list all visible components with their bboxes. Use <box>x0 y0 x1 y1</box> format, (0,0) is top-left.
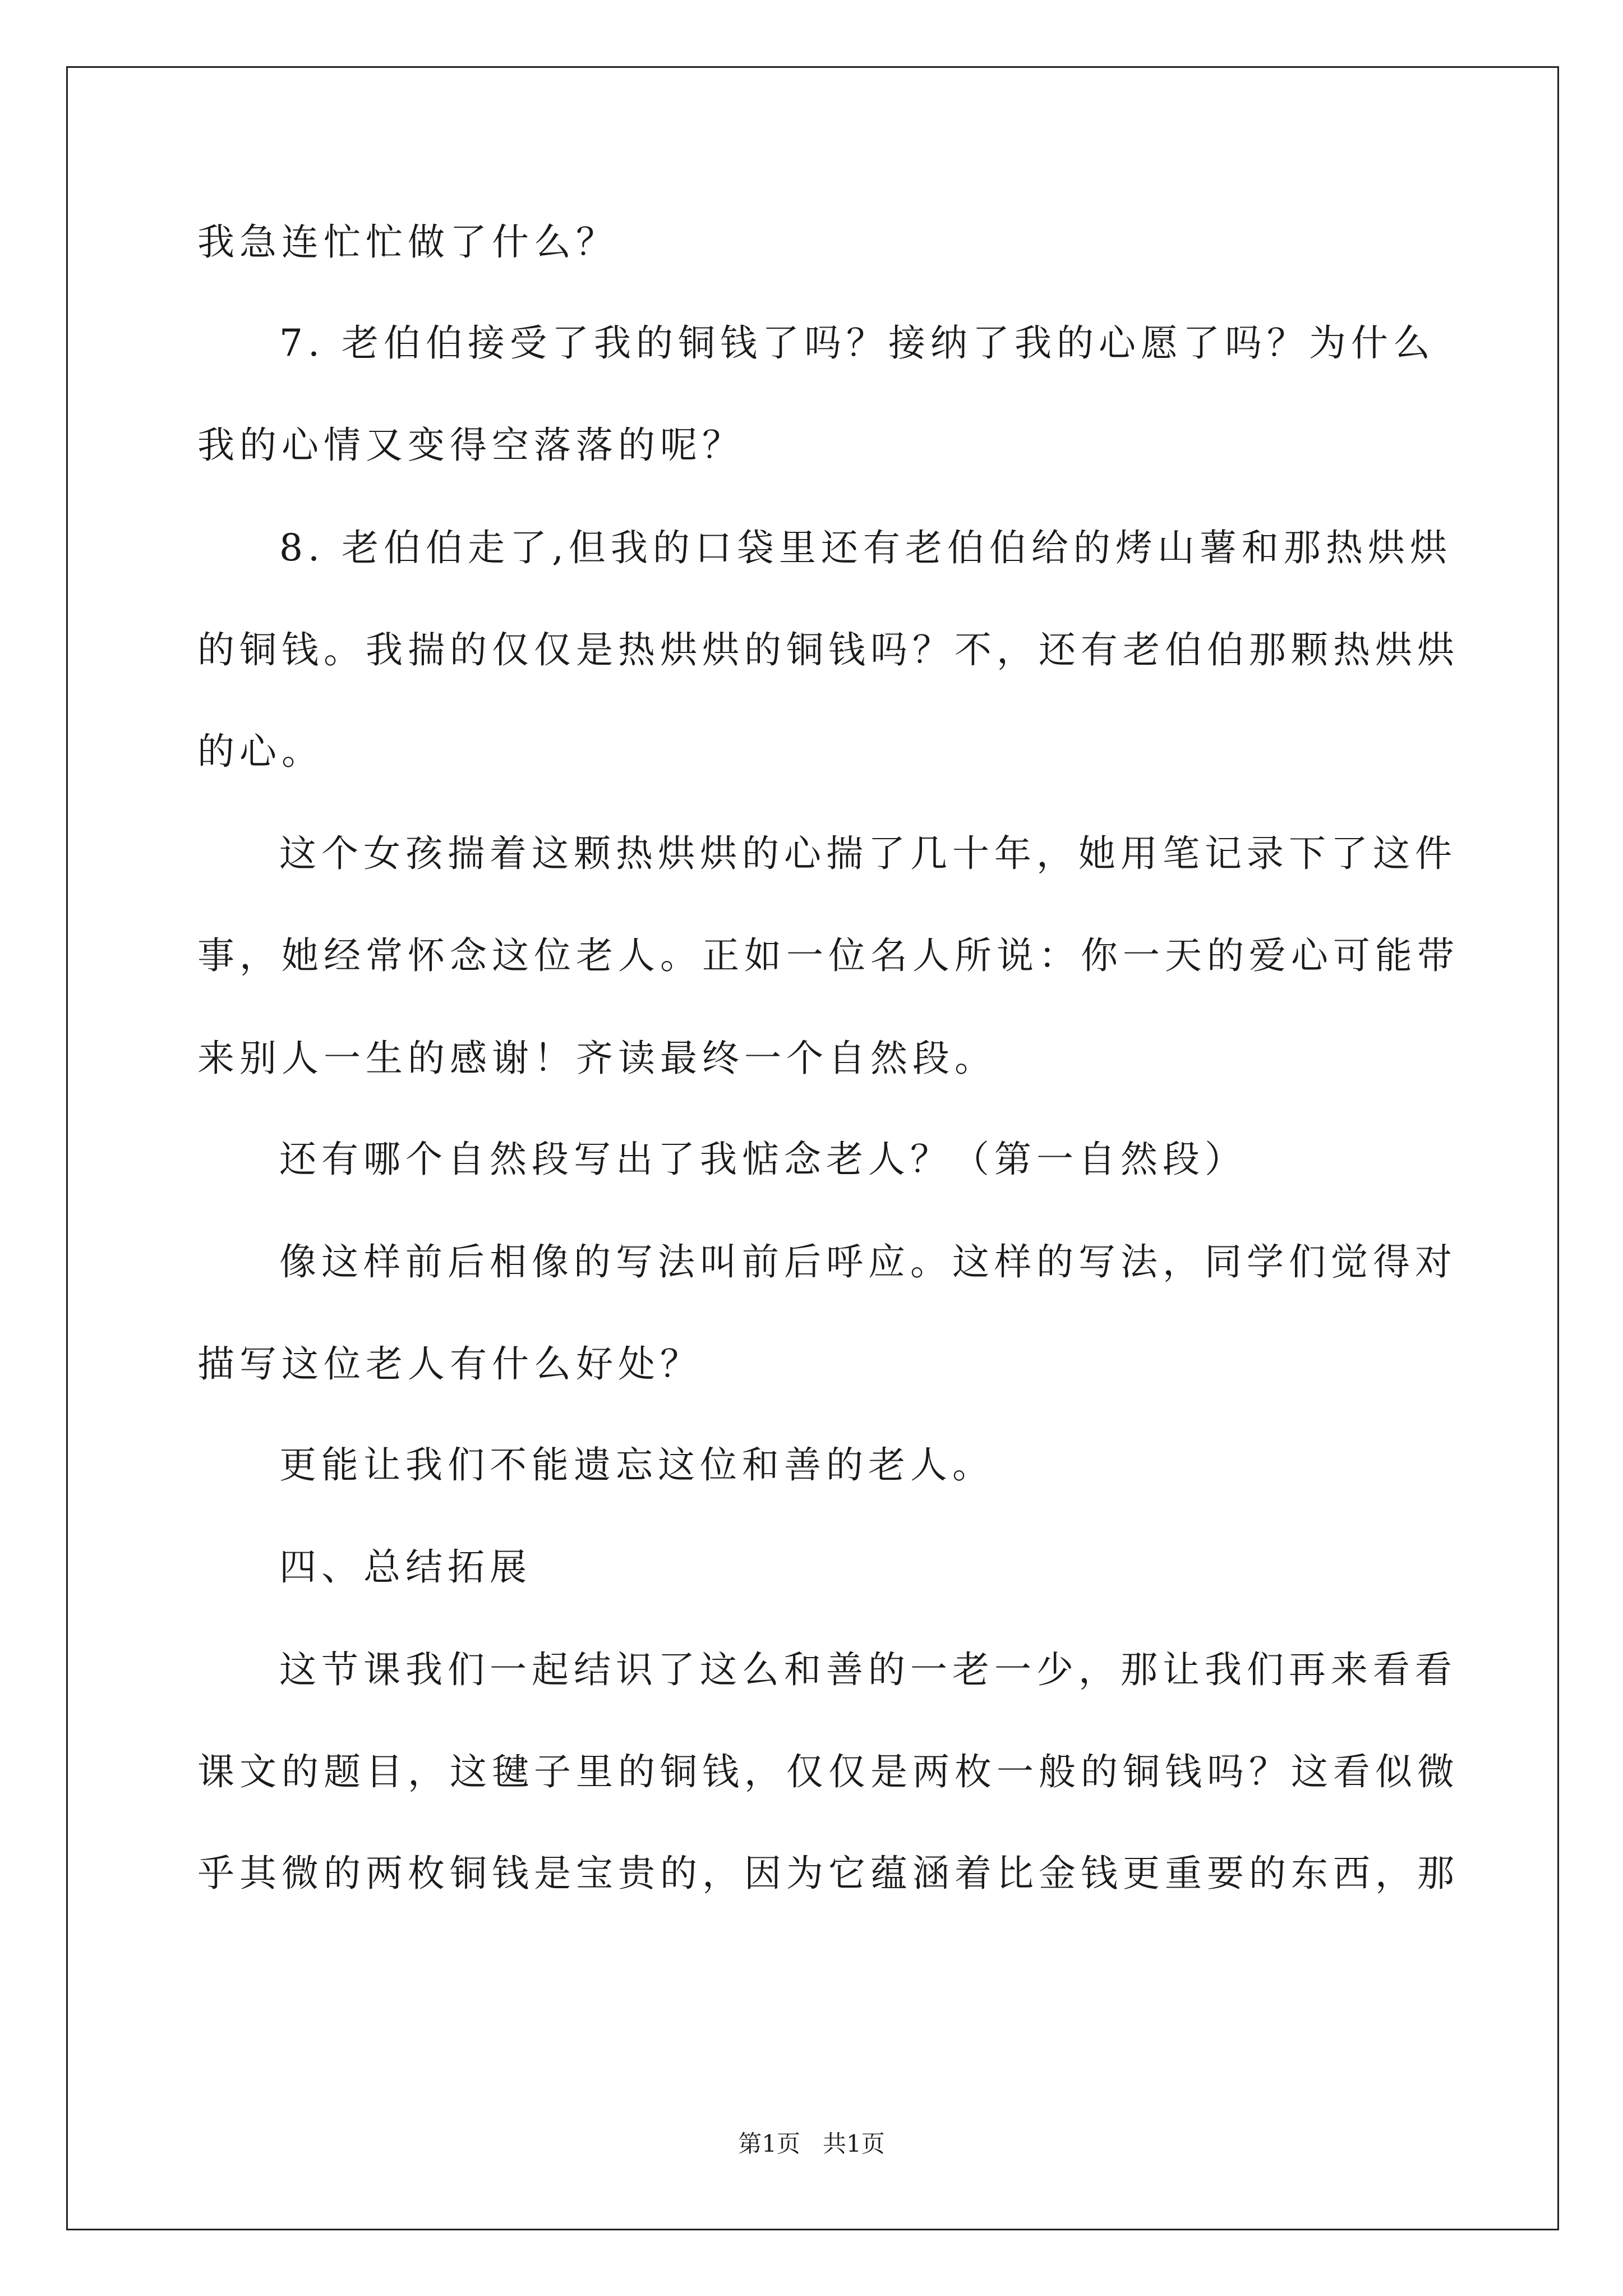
text-line: 课文的题目，这毽子里的铜钱，仅仅是两枚一般的铜钱吗？这看似微 <box>197 1750 1459 1793</box>
text-line: 我急连忙忙做了什么？ <box>197 220 618 264</box>
section-heading: 四、总结拓展 <box>279 1545 532 1589</box>
text-line: 来别人一生的感谢！齐读最终一个自然段。 <box>197 1037 997 1080</box>
text-line: 乎其微的两枚铜钱是宝贵的，因为它蕴涵着比金钱更重要的东西，那 <box>197 1852 1459 1895</box>
text-line: 还有哪个自然段写出了我惦念老人？（第一自然段） <box>279 1138 1247 1181</box>
text-line: 描写这位老人有什么好处？ <box>197 1342 702 1386</box>
text-line: 8. 老伯伯走了,但我的口袋里还有老伯伯给的烤山薯和那热烘烘 <box>279 526 1452 569</box>
text-line: 的心。 <box>197 730 324 773</box>
text-line: 更能让我们不能遗忘这位和善的老人。 <box>279 1443 994 1487</box>
text-line: 这节课我们一起结识了这么和善的一老一少，那让我们再来看看 <box>279 1648 1457 1691</box>
text-line: 这个女孩揣着这颗热烘烘的心揣了几十年，她用笔记录下了这件 <box>279 832 1457 875</box>
text-line: 7. 老伯伯接受了我的铜钱了吗？接纳了我的心愿了吗？为什么 <box>279 321 1435 365</box>
text-line: 事，她经常怀念这位老人。正如一位名人所说：你一天的爱心可能带 <box>197 934 1459 977</box>
text-line: 的铜钱。我揣的仅仅是热烘烘的铜钱吗？不，还有老伯伯那颗热烘烘 <box>197 628 1459 671</box>
text-line: 像这样前后相像的写法叫前后呼应。这样的写法，同学们觉得对 <box>279 1240 1457 1283</box>
page-footer: 第1页 共1页 <box>738 2130 885 2157</box>
text-line: 我的心情又变得空落落的呢？ <box>197 424 744 467</box>
